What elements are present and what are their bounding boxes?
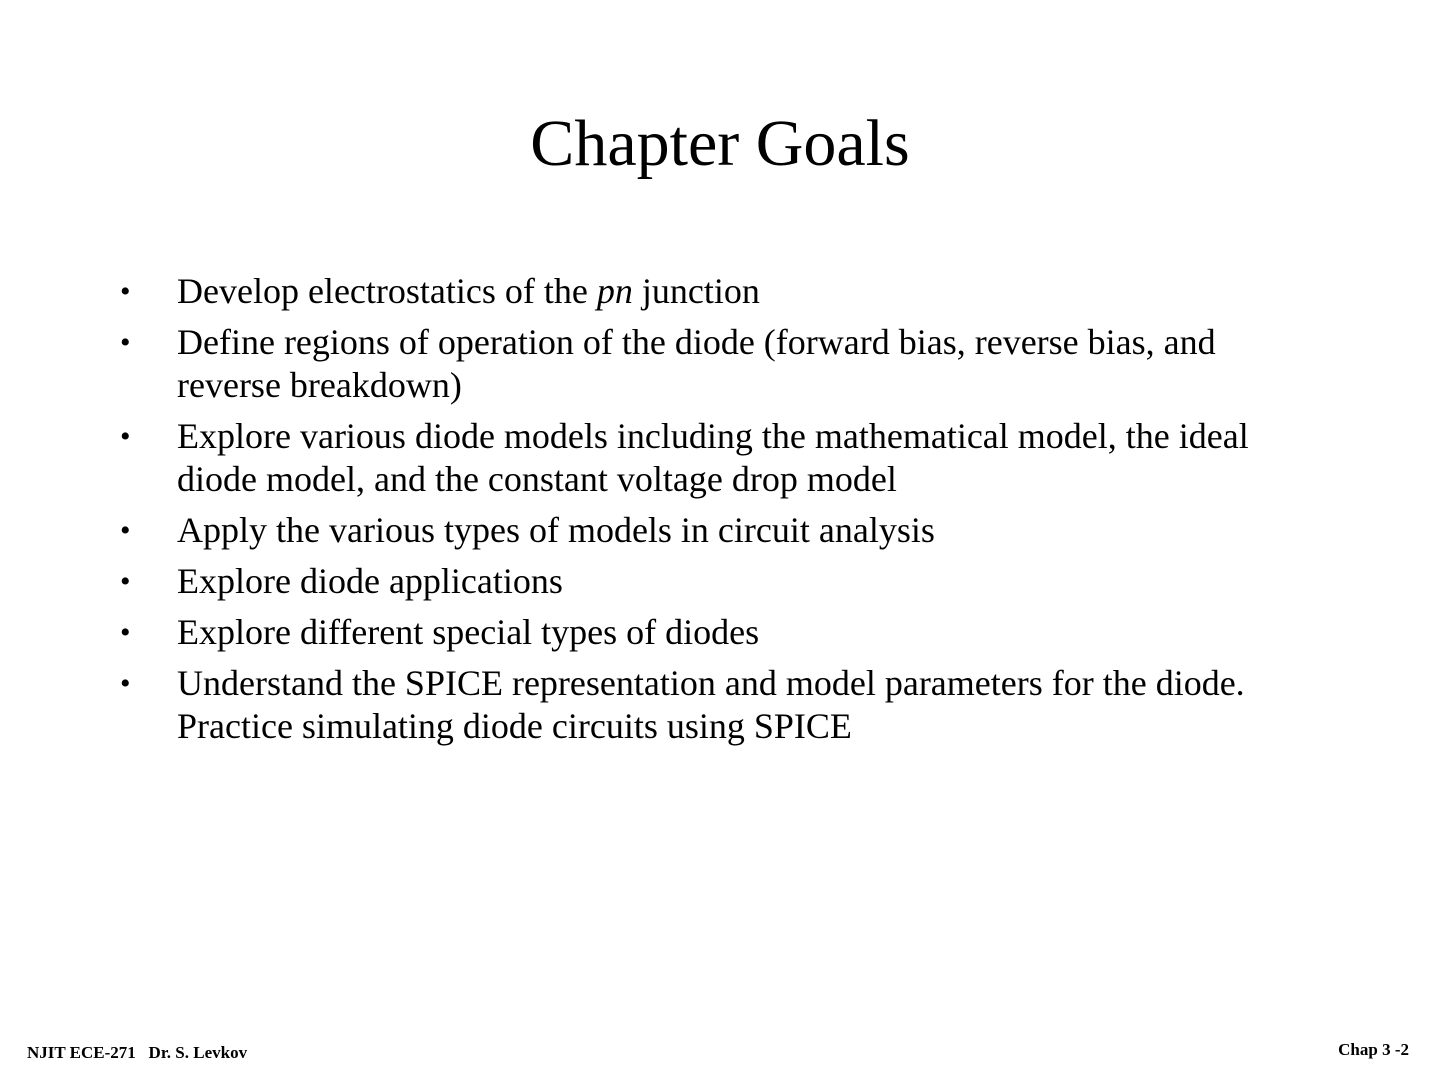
- footer-course: NJIT ECE-271 Dr. S. Levkov: [27, 1043, 248, 1062]
- slide-title: Chapter Goals: [530, 107, 910, 180]
- goal-item: [120, 270, 1310, 313]
- goal-text: Apply the various types of models in circuit analysis: [177, 510, 935, 550]
- goal-item: [120, 662, 1310, 748]
- goal-text: Define regions of operation of the diode (forward bias, reverse bias, and reverse breakdown): [177, 322, 1216, 405]
- goal-text-italic: pn: [596, 271, 633, 311]
- bullet-icon: •: [120, 667, 131, 700]
- goal-text: Explore diode applications: [177, 561, 563, 601]
- goal-item: [120, 611, 1310, 654]
- bullet-icon: •: [120, 514, 131, 547]
- goal-text: Explore different special types of diodes: [177, 612, 760, 652]
- goal-item: [120, 321, 1310, 407]
- goal-item: [120, 509, 1310, 552]
- goal-text: Understand the SPICE representation and model parameters for the diode. Practice simulating diode circuits using SPICE: [177, 663, 1245, 746]
- bullet-icon: •: [120, 420, 131, 453]
- goal-item: [120, 560, 1310, 603]
- footer-page-number: Chap 3 -2: [1338, 1040, 1409, 1059]
- bullet-icon: •: [120, 565, 131, 598]
- goal-text: junction: [632, 271, 760, 311]
- goal-item: [120, 415, 1310, 501]
- goal-text: Develop electrostatics of the: [177, 271, 597, 311]
- goal-text: Explore various diode models including the mathematical model, the ideal diode model, and the constant voltage drop model: [177, 416, 1249, 499]
- goals-list: [120, 270, 1310, 756]
- bullet-icon: •: [120, 326, 131, 359]
- bullet-icon: •: [120, 616, 131, 649]
- bullet-icon: •: [120, 275, 131, 308]
